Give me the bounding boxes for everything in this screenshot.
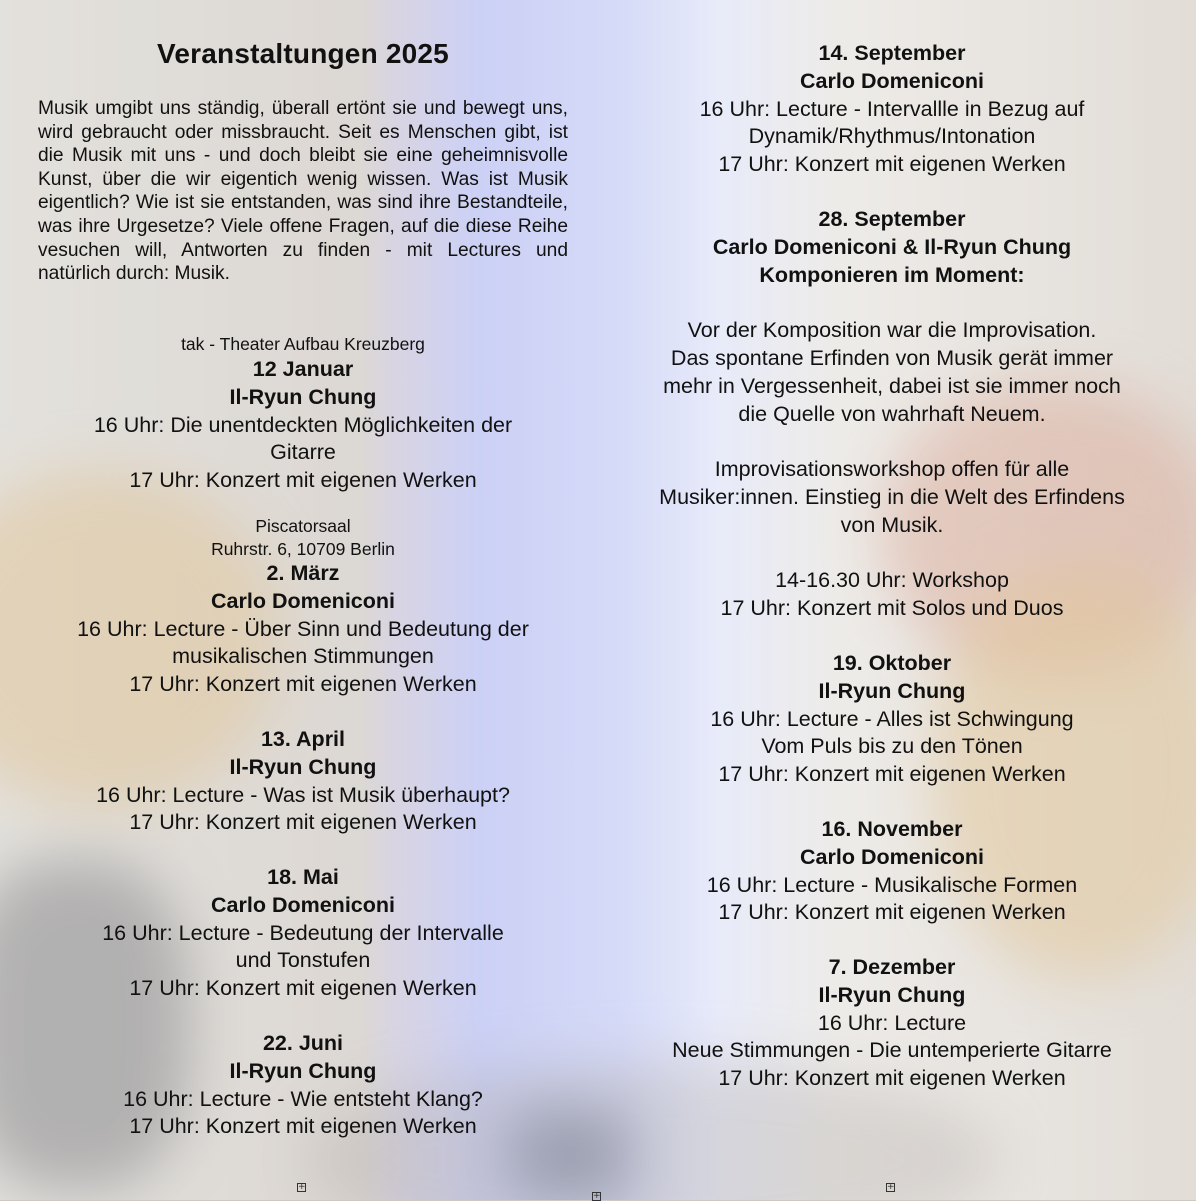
event-13-april	[38, 726, 568, 837]
event-subtitle: Komponieren im Moment:	[759, 262, 1025, 287]
event-18-mai	[38, 864, 568, 1003]
event-line: 17 Uhr: Konzert mit eigenen Werken	[718, 1066, 1066, 1091]
event-description: Vor der Komposition war die Improvisation.	[687, 318, 1097, 343]
venue-name: Piscatorsaal	[255, 516, 351, 536]
event-22-juni	[38, 1030, 568, 1141]
venue-tak	[38, 333, 568, 356]
event-artist: Carlo Domeniconi & Il-Ryun Chung	[712, 234, 1072, 259]
event-line: Neue Stimmungen - Die untemperierte Gitarre	[672, 1038, 1112, 1063]
event-artist: Il-Ryun Chung	[229, 384, 377, 409]
event-line: 17 Uhr: Konzert mit eigenen Werken	[129, 810, 477, 835]
overflow-marker-right[interactable]: +	[887, 1182, 895, 1192]
event-date: 22. Juni	[262, 1031, 344, 1055]
event-date: 14. September	[818, 41, 966, 65]
event-line: 16 Uhr: Lecture - Bedeutung der Intervalle	[102, 920, 504, 945]
event-artist: Il-Ryun Chung	[229, 754, 377, 779]
overflow-marker-center[interactable]: +	[593, 1191, 601, 1201]
event-date: 16. November	[821, 817, 963, 841]
event-line: 17 Uhr: Konzert mit Solos und Duos	[720, 596, 1064, 621]
event-14-september	[616, 40, 1168, 179]
event-artist: Il-Ryun Chung	[818, 678, 966, 703]
event-description: mehr in Vergessenheit, dabei ist sie immer noch	[663, 373, 1121, 398]
event-12-januar	[38, 356, 568, 495]
event-date: 12 Januar	[252, 357, 354, 381]
event-line: 17 Uhr: Konzert mit eigenen Werken	[129, 468, 477, 493]
event-date: 7. Dezember	[828, 955, 956, 979]
event-7-dezember	[616, 954, 1168, 1093]
event-28-september	[616, 206, 1168, 623]
event-line: und Tonstufen	[235, 948, 371, 973]
event-description: Das spontane Erfinden von Musik gerät immer	[670, 345, 1114, 370]
page-title: Veranstaltungen 2025	[157, 38, 449, 69]
event-date: 13. April	[260, 727, 346, 751]
event-16-november	[616, 816, 1168, 927]
event-line: musikalischen Stimmungen	[172, 644, 434, 669]
event-artist: Il-Ryun Chung	[229, 1058, 377, 1083]
event-date: 18. Mai	[267, 865, 339, 889]
event-date: 28. September	[818, 207, 966, 231]
event-description: Musiker:innen. Einstieg in die Welt des Erfindens	[659, 484, 1125, 509]
event-line: 17 Uhr: Konzert mit eigenen Werken	[718, 762, 1066, 787]
event-2-maerz	[38, 560, 568, 699]
event-line: 14-16.30 Uhr: Workshop	[775, 568, 1009, 593]
event-line: 17 Uhr: Konzert mit eigenen Werken	[718, 900, 1066, 925]
event-artist: Il-Ryun Chung	[818, 982, 966, 1007]
event-line: 17 Uhr: Konzert mit eigenen Werken	[129, 672, 477, 697]
event-line: Gitarre	[270, 440, 336, 465]
event-line: 16 Uhr: Lecture - Was ist Musik überhaupt?	[96, 782, 510, 807]
event-line: 16 Uhr: Lecture - Über Sinn und Bedeutung der	[77, 616, 529, 641]
event-artist: Carlo Domeniconi	[800, 844, 984, 869]
event-artist: Carlo Domeniconi	[211, 588, 395, 613]
event-date: 2. März	[266, 561, 340, 585]
event-line: 16 Uhr: Lecture - Intervallle in Bezug auf	[699, 96, 1085, 121]
venue-name: tak - Theater Aufbau Kreuzberg	[181, 334, 425, 354]
intro-text: Musik umgibt uns ständig, überall ertönt sie und bewegt uns, wird gebraucht oder missbraucht. Seit es Menschen gibt, ist die Musik mit uns - und doch bleibt sie eine geheimnisvolle Kunst, über die wir eigentich wenig wissen. Was ist Musik eigentlich? Wie ist sie entstanden, was sind ihre Bestandteile, was ihre Urgesetze? Viele offene Fragen, auf die diese Reihe vesuchen will, Antworten zu finden - mit Lectures und natürlich durch: Musik.	[38, 98, 568, 285]
event-line: 17 Uhr: Konzert mit eigenen Werken	[129, 1114, 477, 1139]
event-line: 16 Uhr: Lecture - Alles ist Schwingung	[710, 706, 1074, 731]
venue-piscatorsaal	[38, 515, 568, 561]
event-description: von Musik.	[840, 512, 944, 537]
event-description: Improvisationsworkshop offen für alle	[714, 457, 1070, 482]
event-line: 16 Uhr: Lecture	[817, 1010, 967, 1035]
event-artist: Carlo Domeniconi	[211, 892, 395, 917]
event-line: Vom Puls bis zu den Tönen	[761, 734, 1023, 759]
overflow-marker-left[interactable]: +	[298, 1182, 306, 1192]
event-line: 17 Uhr: Konzert mit eigenen Werken	[129, 976, 477, 1001]
event-line: 17 Uhr: Konzert mit eigenen Werken	[718, 152, 1066, 177]
event-date: 19. Oktober	[832, 651, 952, 675]
event-line: 16 Uhr: Lecture - Wie entsteht Klang?	[123, 1086, 483, 1111]
venue-address: Ruhrstr. 6, 10709 Berlin	[211, 539, 395, 559]
event-line: Dynamik/Rhythmus/Intonation	[748, 124, 1036, 149]
event-line: 16 Uhr: Die unentdeckten Möglichkeiten der	[93, 412, 513, 437]
event-19-oktober	[616, 650, 1168, 789]
event-artist: Carlo Domeniconi	[800, 68, 984, 93]
event-description: die Quelle von wahrhaft Neuem.	[738, 401, 1046, 426]
event-line: 16 Uhr: Lecture - Musikalische Formen	[706, 872, 1078, 897]
